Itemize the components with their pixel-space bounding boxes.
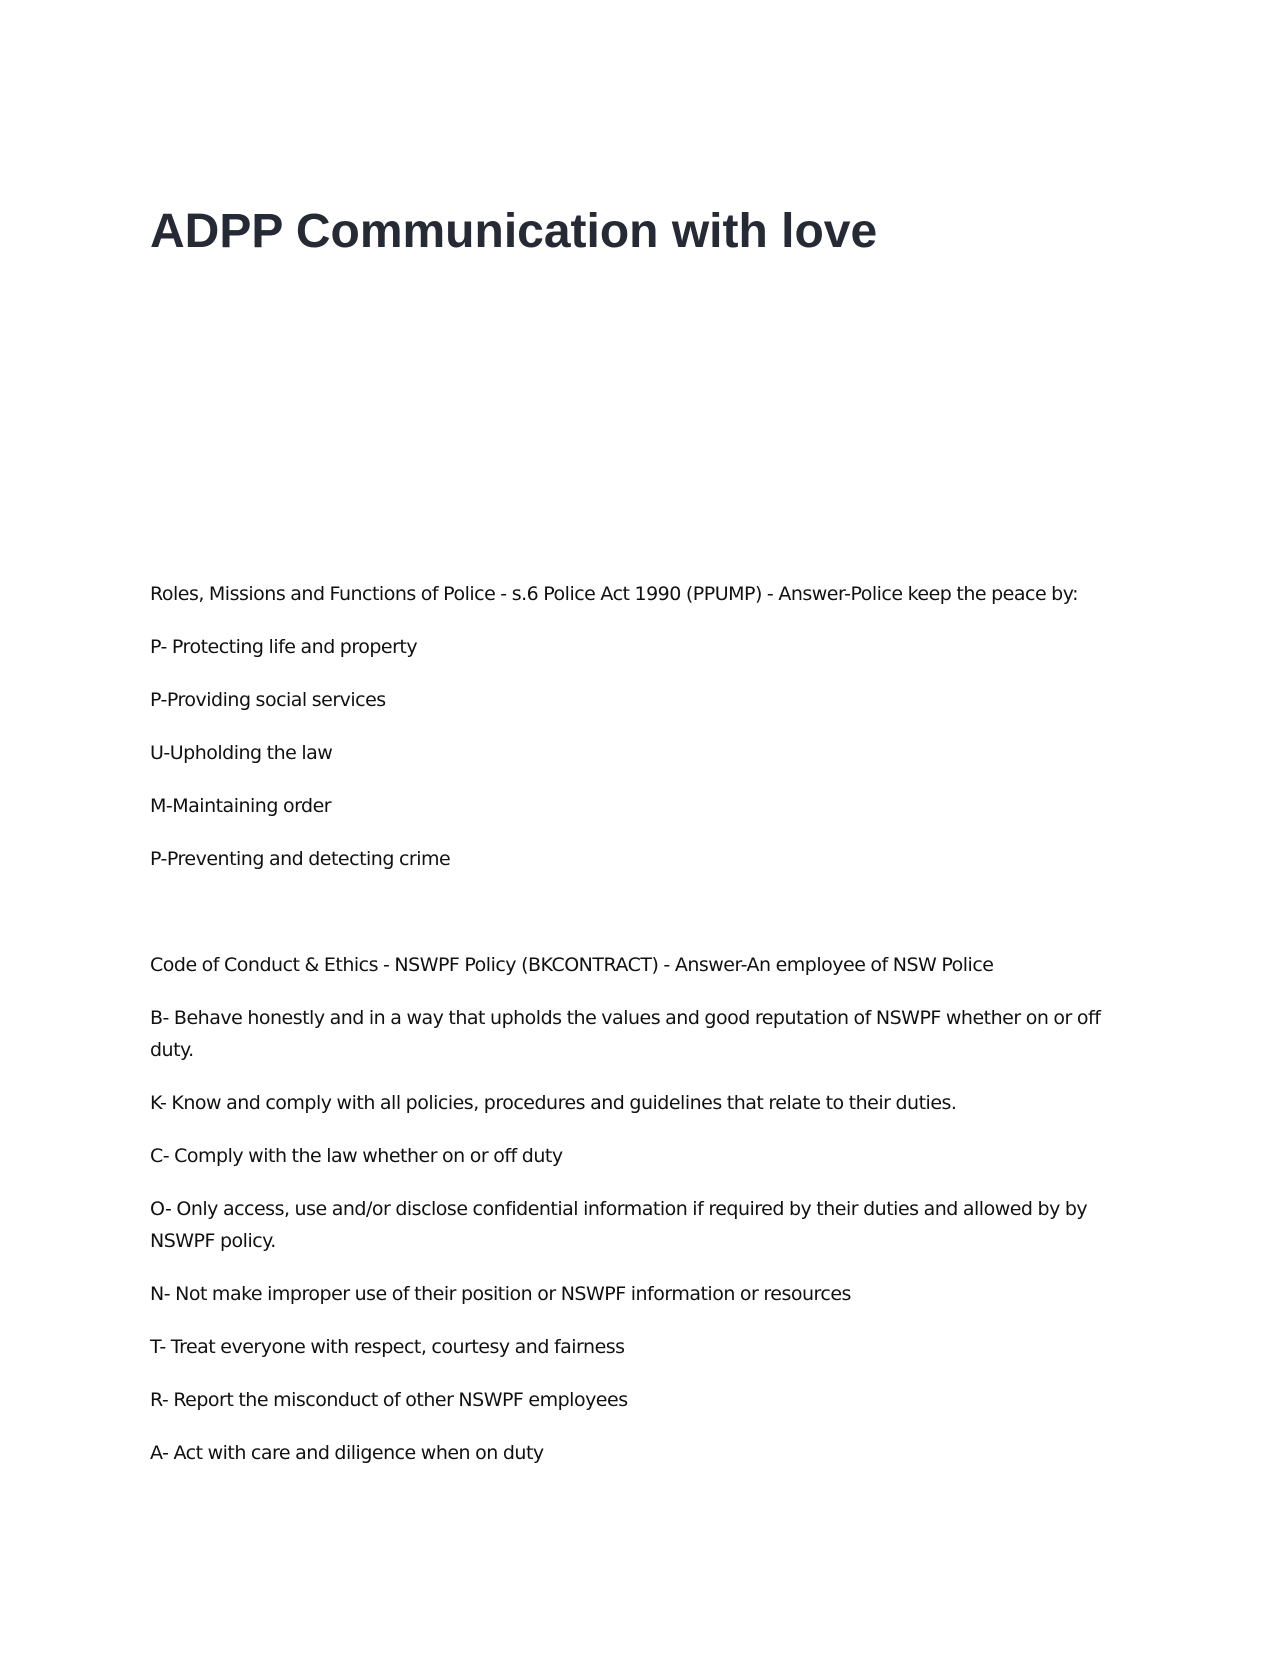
section-2-item: O- Only access, use and/or disclose confidential information if required by their duties and allowed by by NSWPF policy. xyxy=(150,1198,1088,1252)
section-1-item: M-Maintaining order xyxy=(150,795,332,817)
section-1-item: P-Providing social services xyxy=(150,689,386,711)
section-1-item: P- Protecting life and property xyxy=(150,636,418,658)
section-spacer xyxy=(150,896,1130,949)
section-2-item: K- Know and comply with all policies, procedures and guidelines that relate to their duties. xyxy=(150,1092,957,1114)
section-1-question: Roles, Missions and Functions of Police - s.6 Police Act 1990 (PPUMP) - Answer-Police keep the peace by: xyxy=(150,583,1079,605)
section-2-item: N- Not make improper use of their position or NSWPF information or resources xyxy=(150,1283,851,1305)
section-2-item: T- Treat everyone with respect, courtesy and fairness xyxy=(150,1336,625,1358)
section-2-question: Code of Conduct & Ethics - NSWPF Policy (BKCONTRACT) - Answer-An employee of NSW Police xyxy=(150,954,994,976)
document-title: ADPP Communication with love xyxy=(150,205,878,258)
section-2-item: R- Report the misconduct of other NSWPF employees xyxy=(150,1389,628,1411)
section-1-item: P-Preventing and detecting crime xyxy=(150,848,451,870)
section-1-item: U-Upholding the law xyxy=(150,742,333,764)
document-body xyxy=(150,578,1130,1490)
section-2-item: A- Act with care and diligence when on duty xyxy=(150,1442,544,1464)
section-2-item: C- Comply with the law whether on or off duty xyxy=(150,1145,563,1167)
section-2-item: B- Behave honestly and in a way that upholds the values and good reputation of NSWPF whether on or off duty. xyxy=(150,1007,1101,1061)
